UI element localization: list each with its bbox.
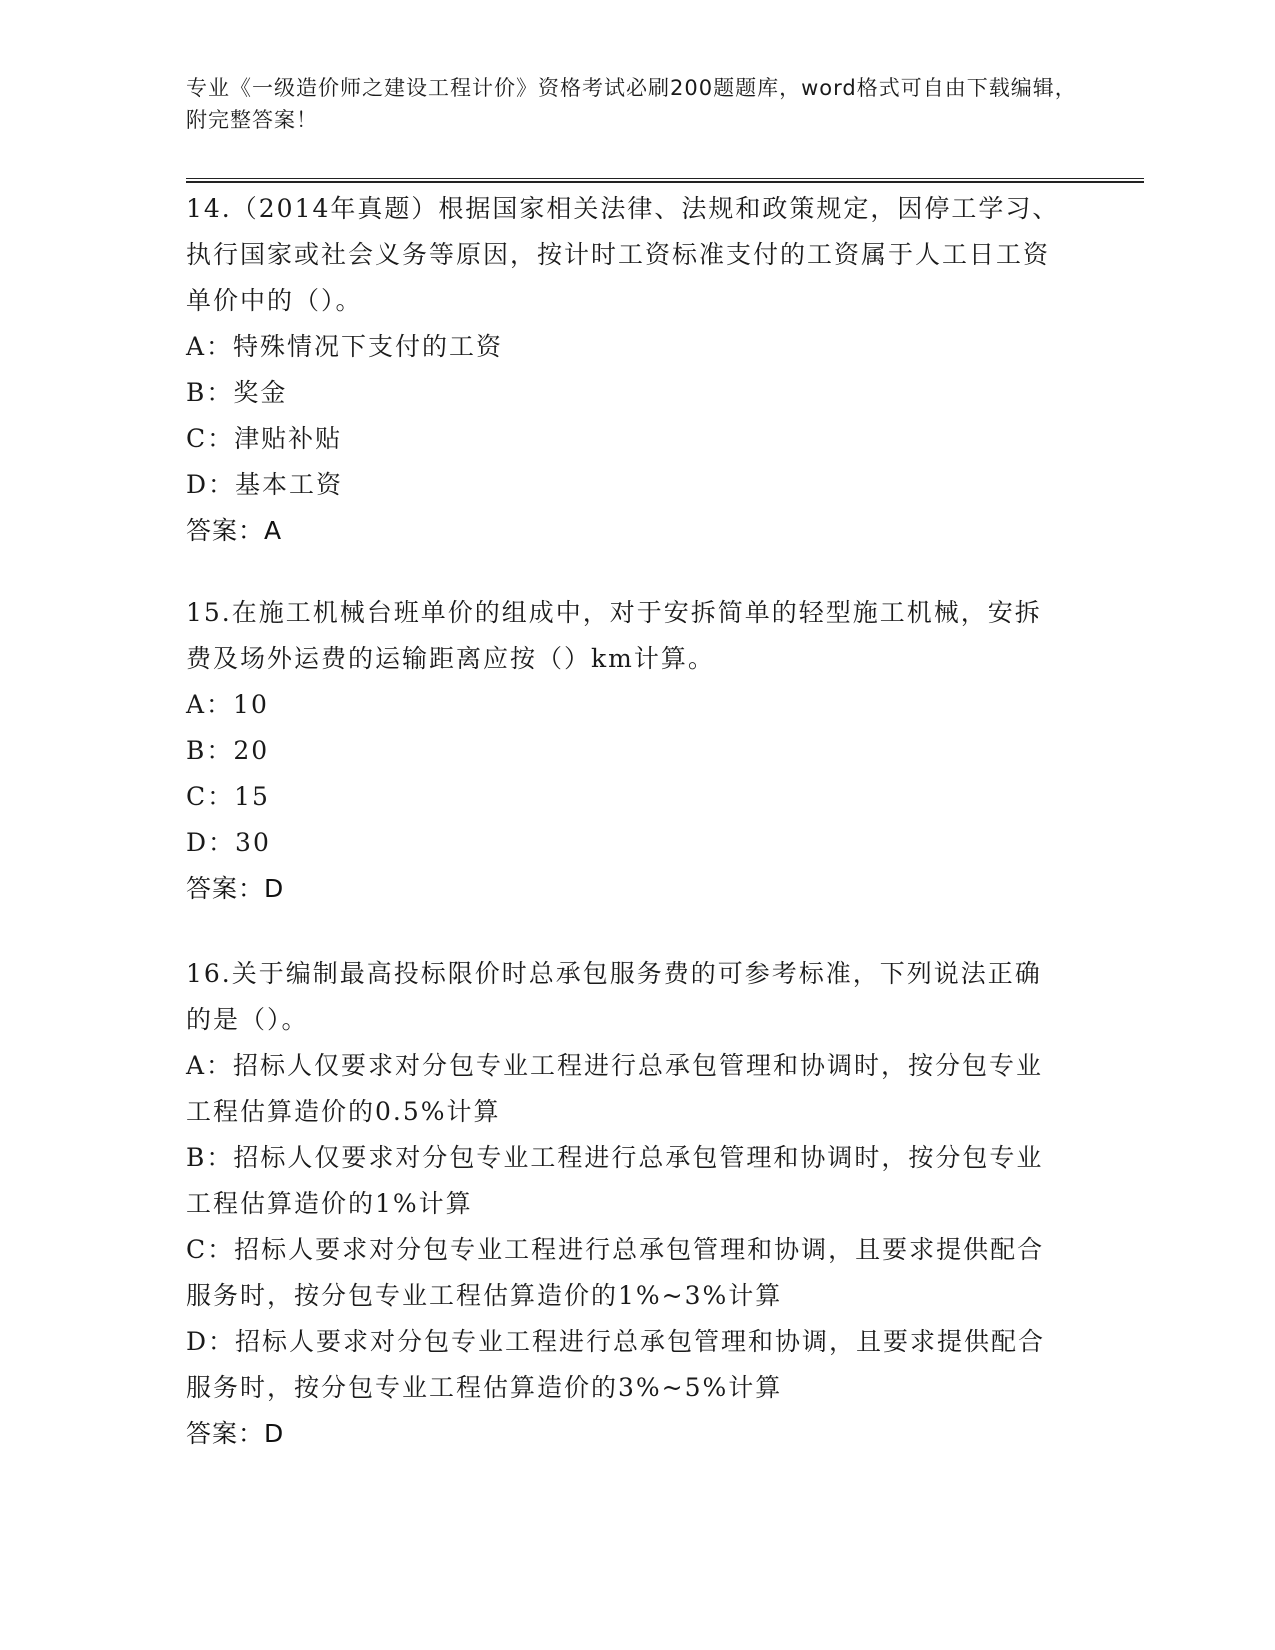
question-stem: 15.在施工机械台班单价的组成中，对于安拆简单的轻型施工机械，安拆费及场外运费的运输距离应按（）km计算。 bbox=[186, 598, 1042, 673]
header-divider-thin bbox=[186, 178, 1144, 179]
document-header: 专业《一级造价师之建设工程计价》资格考试必刷200题题库，word格式可自由下载编辑，附完整答案！ bbox=[186, 76, 1077, 132]
answer-line: 答案：D bbox=[186, 874, 285, 903]
question-stem: 16.关于编制最高投标限价时总承包服务费的可参考标准，下列说法正确的是（）。 bbox=[186, 959, 1042, 1034]
header-divider-thick bbox=[186, 181, 1144, 183]
option-a: A：招标人仅要求对分包专业工程进行总承包管理和协调时，按分包专业工程估算造价的0.5%计算 bbox=[186, 1051, 1044, 1126]
option-d: D：基本工资 bbox=[186, 470, 344, 499]
option-c: C：津贴补贴 bbox=[186, 424, 343, 453]
option-a: A：特殊情况下支付的工资 bbox=[186, 332, 504, 361]
option-b: B：20 bbox=[186, 736, 270, 765]
option-c: C：15 bbox=[186, 782, 270, 811]
question-16 bbox=[186, 951, 1066, 1457]
answer-line: 答案：A bbox=[186, 516, 283, 545]
option-c: C：招标人要求对分包专业工程进行总承包管理和协调，且要求提供配合服务时，按分包专业工程估算造价的1%~3%计算 bbox=[186, 1235, 1045, 1310]
option-a: A：10 bbox=[186, 690, 269, 719]
option-b: B：招标人仅要求对分包专业工程进行总承包管理和协调时，按分包专业工程估算造价的1%计算 bbox=[186, 1143, 1044, 1218]
question-stem: 14.（2014年真题）根据国家相关法律、法规和政策规定，因停工学习、执行国家或社会义务等原因，按计时工资标准支付的工资属于人工日工资单价中的（）。 bbox=[186, 194, 1060, 315]
answer-line: 答案：D bbox=[186, 1419, 285, 1448]
option-d: D：30 bbox=[186, 828, 271, 857]
question-15 bbox=[186, 590, 1066, 912]
question-14 bbox=[186, 186, 1066, 554]
option-b: B：奖金 bbox=[186, 378, 288, 407]
option-d: D：招标人要求对分包专业工程进行总承包管理和协调，且要求提供配合服务时，按分包专业工程估算造价的3%~5%计算 bbox=[186, 1327, 1046, 1402]
